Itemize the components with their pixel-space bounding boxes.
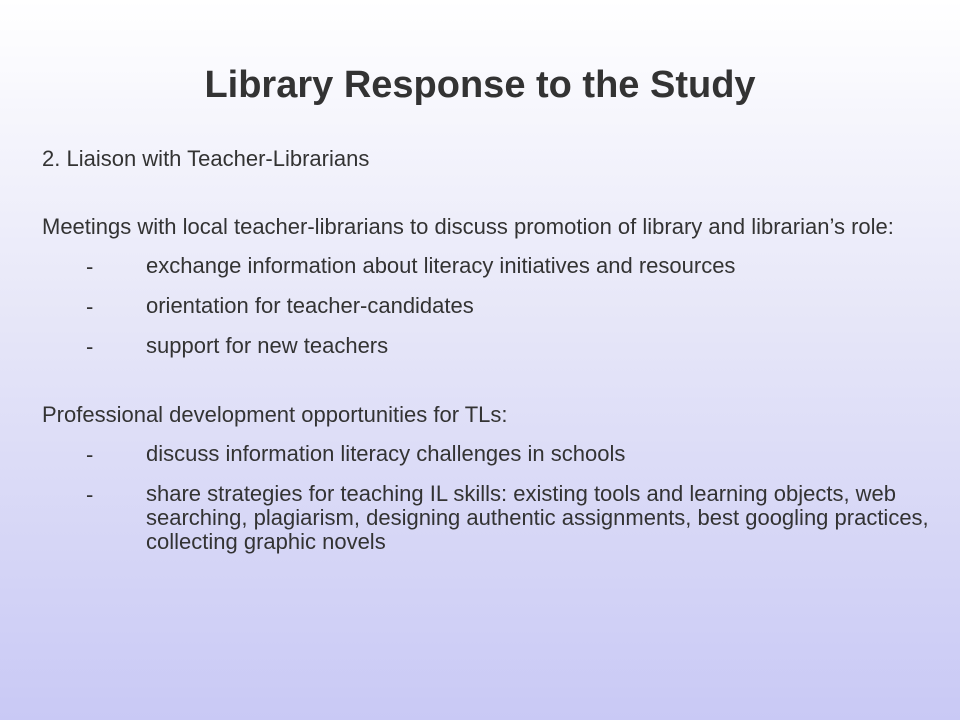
bullet-text: discuss information literacy challenges in schools xyxy=(146,441,626,466)
meetings-intro: Meetings with local teacher-librarians to discuss promotion of library and librarian’s role: xyxy=(42,214,894,239)
bullet-text: share strategies for teaching IL skills: existing tools and learning objects, web searching, plagiarism, designing authentic assignments, best googling practices, collecting graphic novels xyxy=(146,481,929,554)
bullet-dash: - xyxy=(86,254,94,279)
list-item xyxy=(42,482,942,554)
bullet-dash: - xyxy=(86,334,94,359)
list-item xyxy=(42,254,942,280)
pd-bullet-list xyxy=(42,442,942,554)
professional-development-intro: Professional development opportunities for TLs: xyxy=(42,402,508,427)
meetings-bullet-list xyxy=(42,254,942,360)
section-subtitle: 2. Liaison with Teacher-Librarians xyxy=(42,146,370,171)
bullet-dash: - xyxy=(86,442,94,467)
bullet-dash: - xyxy=(86,482,94,507)
list-item xyxy=(42,442,942,468)
bullet-dash: - xyxy=(86,294,94,319)
slide-title: Library Response to the Study xyxy=(204,64,756,106)
list-item xyxy=(42,294,942,320)
bullet-text: exchange information about literacy initiatives and resources xyxy=(146,253,736,278)
slide-body xyxy=(42,146,942,554)
bullet-text: support for new teachers xyxy=(146,333,389,358)
list-item xyxy=(42,334,942,360)
bullet-text: orientation for teacher-candidates xyxy=(146,293,474,318)
